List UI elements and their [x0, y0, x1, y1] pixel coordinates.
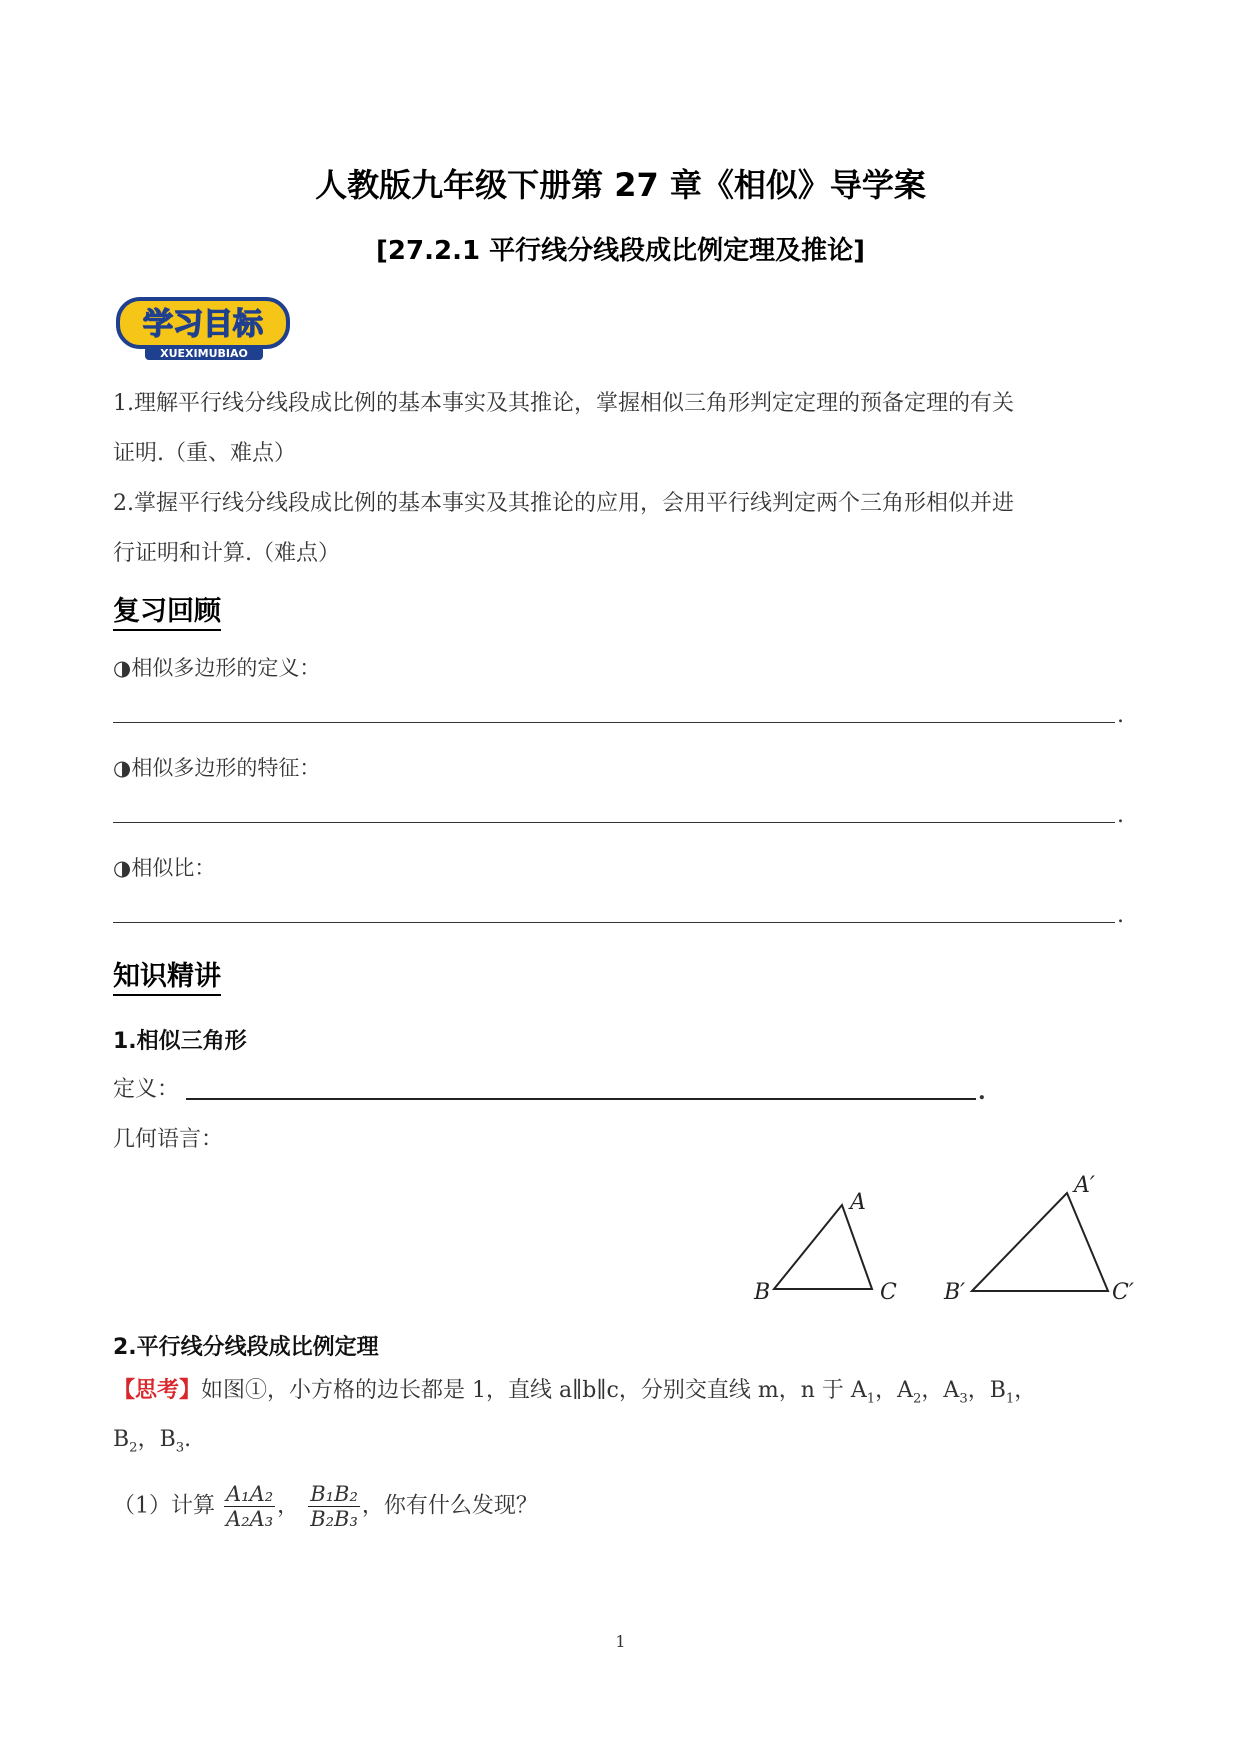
geometry-language-label: 几何语言： — [113, 1127, 224, 1152]
half-circle-bullet-icon: ◑ — [113, 756, 132, 780]
fraction-b — [308, 1482, 360, 1531]
document-subtitle: [27.2.1 平行线分线段成比例定理及推论] — [376, 236, 865, 266]
think-tag: 【思考】 — [113, 1377, 202, 1403]
fraction-b-denominator: B₂B₃ — [310, 1507, 358, 1531]
review-item-ratio — [113, 852, 215, 882]
vertex-b-label: B — [754, 1280, 771, 1305]
learning-objectives-badge — [115, 296, 291, 362]
vertex-c-label: C — [880, 1280, 897, 1305]
vertex-a-prime-label: A′ — [1074, 1175, 1095, 1198]
review-label-ratio: 相似比： — [131, 856, 216, 880]
think-paragraph-line2: $B_2$，$B_3$. — [113, 1427, 192, 1456]
triangle-abc-prime — [972, 1193, 1108, 1291]
objective-1-line2: 证明.（重、难点） — [113, 441, 296, 466]
think-text: 如图①，小方格的边长都是 1，直线 a∥b∥c，分别交直线 m，n 于 A — [201, 1378, 867, 1403]
knowledge-heading: 知识精讲 — [113, 961, 221, 996]
question-1-separator: ， — [277, 1493, 300, 1519]
half-circle-bullet-icon: ◑ — [113, 656, 132, 680]
vertex-b-prime-label: B′ — [944, 1280, 966, 1305]
answer-blank-ratio[interactable] — [113, 922, 1115, 923]
fraction-a — [224, 1482, 275, 1531]
part2-title: 2.平行线分线段成比例定理 — [113, 1335, 379, 1360]
think-paragraph: 【思考】如图①，小方格的边长都是 1，直线 a∥b∥c，分别交直线 m，n 于 $A_1$，$A_2$，$A_3$，$B_1$， — [113, 1377, 1037, 1407]
review-item-features — [113, 752, 320, 782]
answer-blank-features[interactable] — [113, 822, 1115, 823]
review-item-definition — [113, 652, 320, 682]
badge-pinyin: XUEXIMUBIAO — [160, 347, 248, 360]
definition-period: . — [978, 1079, 986, 1105]
document-title: 人教版九年级下册第 27 章《相似》导学案 — [315, 166, 926, 204]
vertex-c-prime-label: C′ — [1112, 1280, 1134, 1305]
review-label-features: 相似多边形的特征： — [131, 756, 321, 780]
part1-title: 1.相似三角形 — [113, 1029, 247, 1054]
fraction-a-numerator: A₁A₂ — [226, 1482, 274, 1506]
vertex-a-label: A — [850, 1190, 866, 1215]
half-circle-bullet-icon: ◑ — [113, 856, 132, 880]
fraction-b-numerator: B₁B₂ — [310, 1482, 358, 1506]
review-label-definition: 相似多边形的定义： — [131, 656, 321, 680]
fraction-a-denominator: A₂A₃ — [226, 1507, 274, 1531]
answer-blank-period: . — [1117, 903, 1124, 928]
badge-text: 学习目标 — [143, 307, 263, 342]
similar-triangles-figure — [740, 1175, 1160, 1310]
page-number: 1 — [615, 1632, 626, 1651]
question-1-prefix: （1）计算 — [113, 1493, 215, 1519]
question-1-suffix: ，你有什么发现？ — [361, 1493, 538, 1519]
definition-label: 定义： — [113, 1077, 180, 1102]
badge-graphic — [115, 296, 291, 362]
answer-blank-definition[interactable] — [113, 722, 1115, 723]
answer-blank-period: . — [1117, 703, 1124, 728]
objective-2-line1: 2.掌握平行线分线段成比例的基本事实及其推论的应用，会用平行线判定两个三角形相似并进 — [113, 491, 1014, 516]
review-heading: 复习回顾 — [113, 596, 221, 631]
objective-2-line2: 行证明和计算.（难点） — [113, 541, 340, 566]
answer-blank-period: . — [1117, 803, 1124, 828]
triangle-abc — [774, 1205, 872, 1289]
question-1 — [113, 1482, 538, 1531]
think-line2-text: B — [113, 1427, 130, 1452]
definition-blank[interactable] — [186, 1098, 976, 1100]
objective-1-line1: 1.理解平行线分线段成比例的基本事实及其推论，掌握相似三角形判定定理的预备定理的有关 — [113, 391, 1014, 416]
